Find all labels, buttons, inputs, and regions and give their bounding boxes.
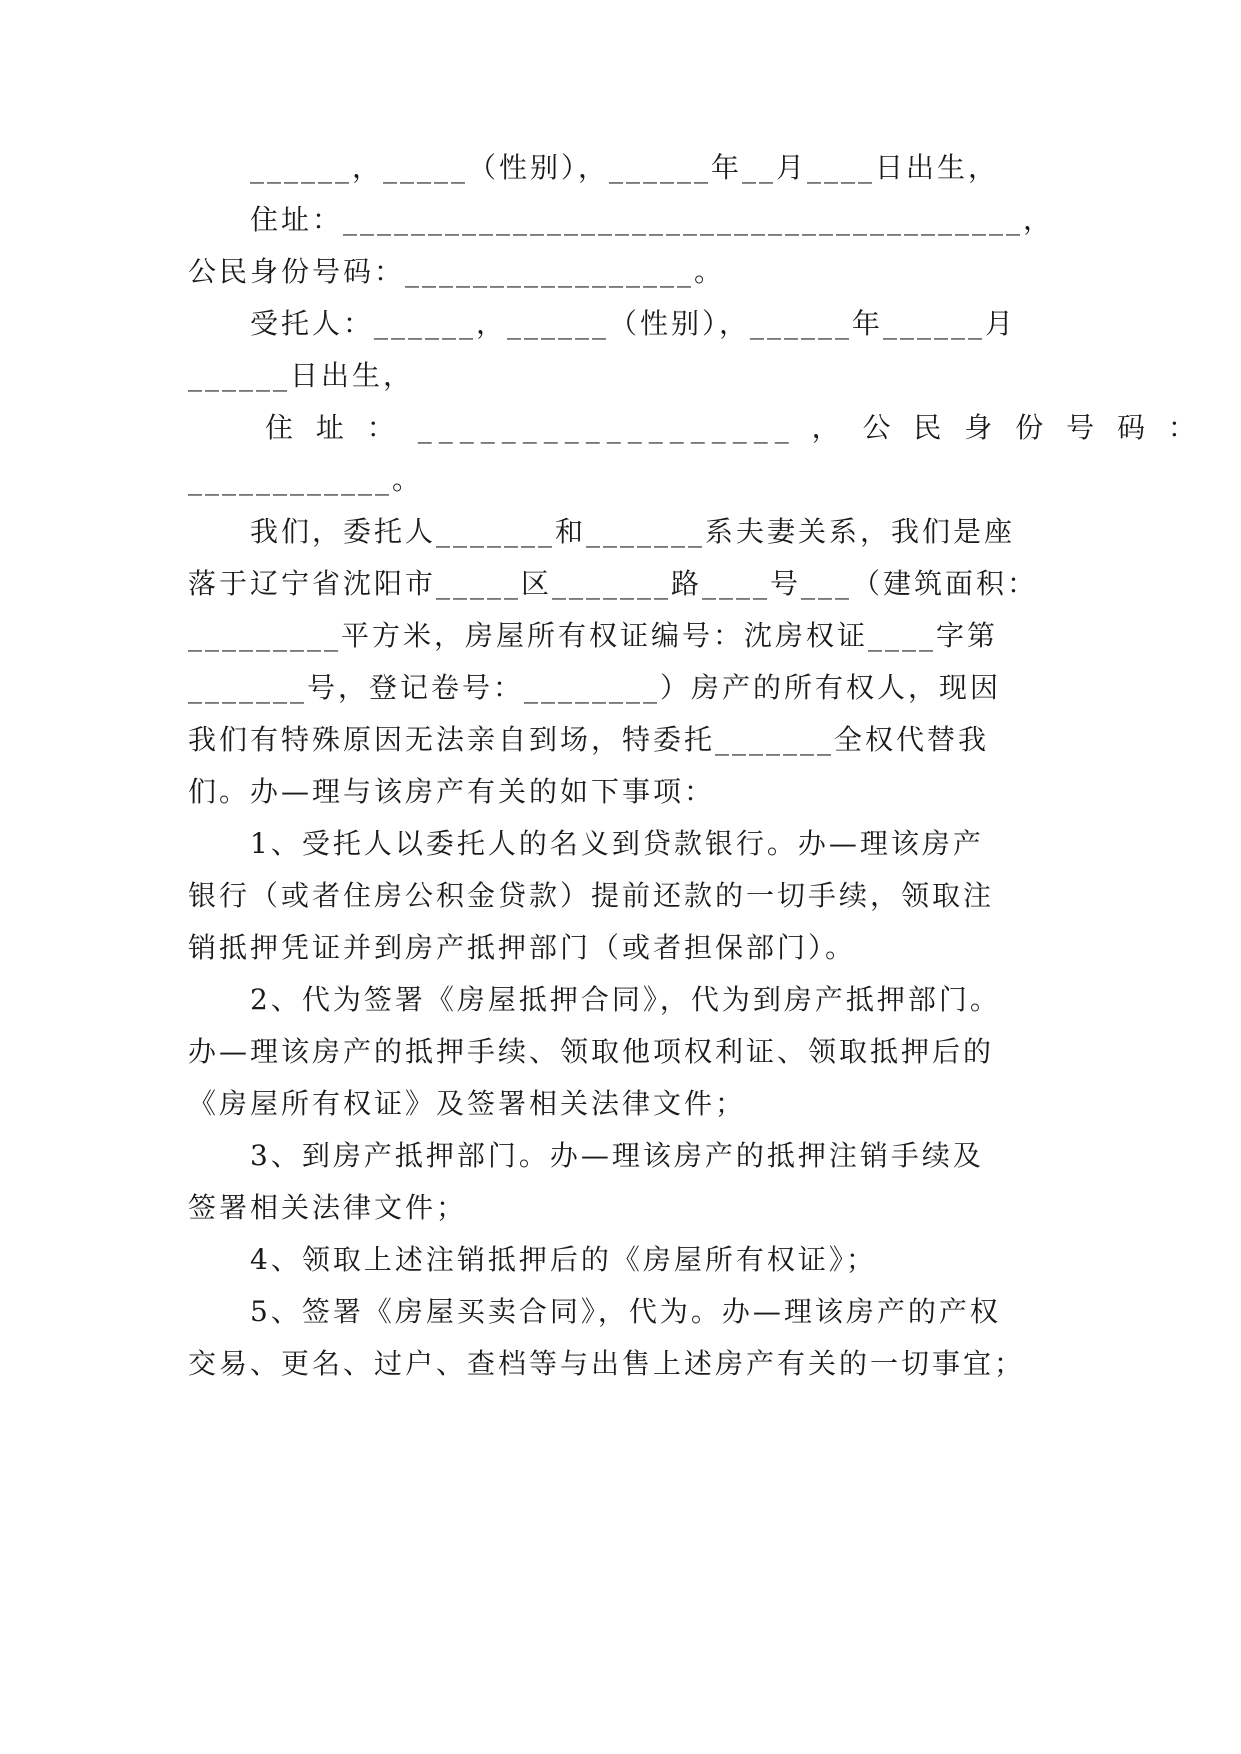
principal-id-line: 公民身份号码：_________________。 [188,255,726,288]
agent-birth-line: ______日出生， [188,359,415,392]
body-paragraph-line: 我们有特殊原因无法亲自到场，特委托_______全权代替我 [188,723,990,756]
principal-info-line: ______，_____（性别），______年__月____日出生， [250,151,1000,184]
item-2-line: 《房屋所有权证》及签署相关法律文件； [188,1087,747,1120]
agent-address-line: 住 址 ： __________________ ， 公 民 身 份 号 码 ： [265,411,1203,444]
body-paragraph-line: _______号，登记卷号：________）房产的所有权人，现因 [188,671,1002,704]
item-1-line: 销抵押凭证并到房产抵押部门（或者担保部门）。 [188,931,857,964]
body-paragraph-line: _________平方米，房屋所有权证编号：沈房权证____字第 [188,619,999,652]
item-5-line: 交易、更名、过户、查档等与出售上述房产有关的一切事宜； [188,1347,1026,1380]
body-paragraph-line: 落于辽宁省沈阳市_____区_______路____号___（建筑面积： [188,567,1039,600]
principal-address-line: 住址：________________________________________， [250,203,1055,236]
item-2-line: 2、代为签署《房屋抵押合同》，代为到房产抵押部门。 [250,983,1001,1016]
item-4-line: 4、领取上述注销抵押后的《房屋所有权证》； [250,1243,877,1276]
item-5-line: 5、签署《房屋买卖合同》，代为。办—理该房产的产权 [250,1295,1001,1328]
item-3-line: 3、到房产抵押部门。办—理该房产的抵押注销手续及 [250,1139,984,1172]
item-1-line: 1、受托人以委托人的名义到贷款银行。办—理该房产 [250,827,984,860]
body-paragraph-line: 们。办—理与该房产有关的如下事项： [188,775,716,808]
agent-info-line: 受托人：______，______（性别），______年______月 [250,307,1017,340]
body-paragraph-line: 我们，委托人_______和_______系夫妻关系，我们是座 [250,515,1016,548]
item-3-line: 签署相关法律文件； [188,1191,468,1224]
item-2-line: 办—理该房产的抵押手续、领取他项权利证、领取抵押后的 [188,1035,995,1068]
item-1-line: 银行（或者住房公积金贷款）提前还款的一切手续，领取注 [188,879,995,912]
agent-id-line: ____________。 [188,463,424,496]
